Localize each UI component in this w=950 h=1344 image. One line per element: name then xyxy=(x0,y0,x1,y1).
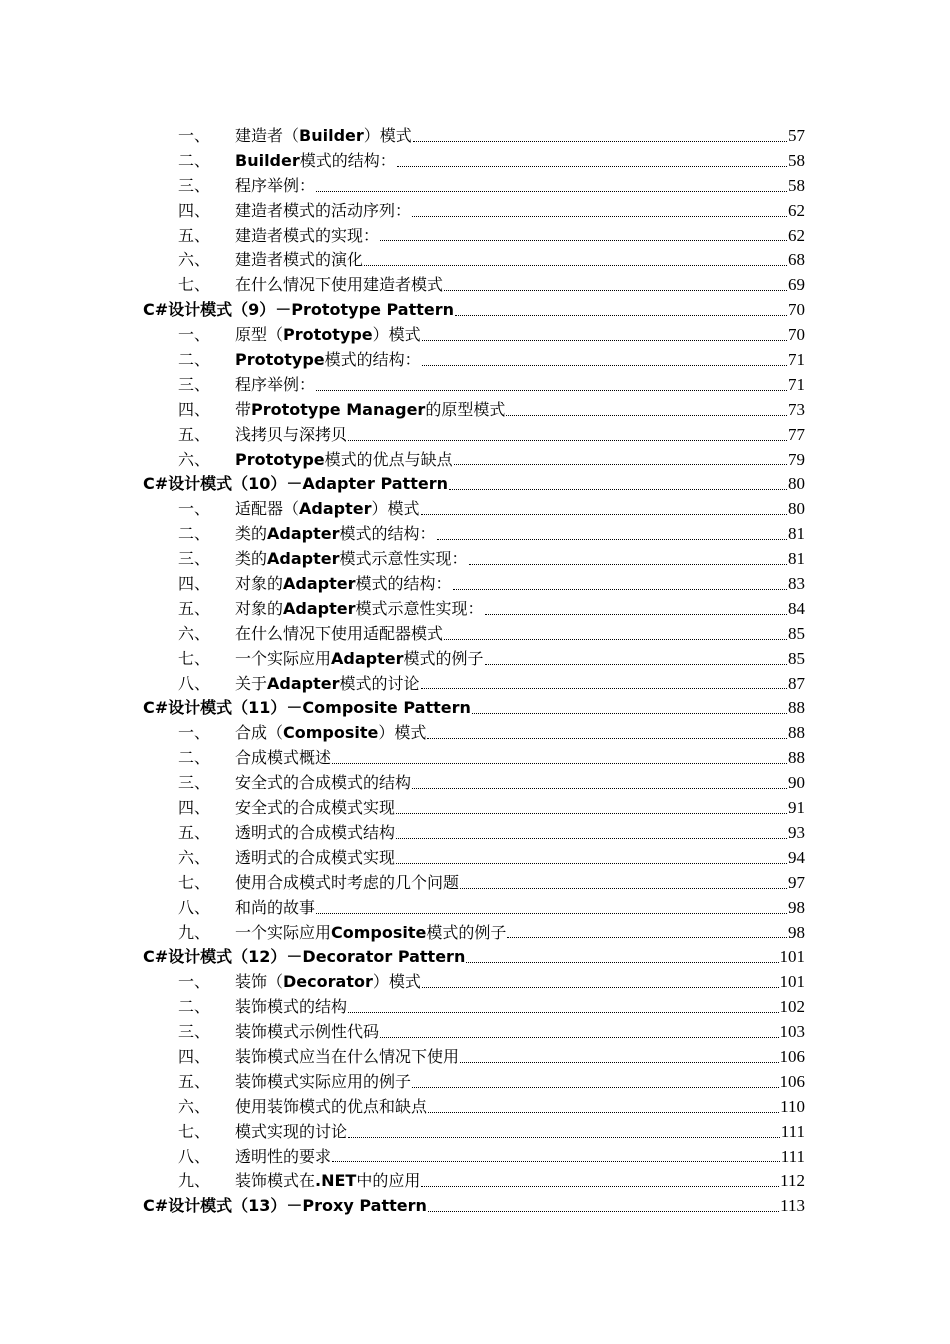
toc-entry-number: 九、 xyxy=(178,1171,211,1191)
toc-entry-title: 使用合成模式时考虑的几个问题 xyxy=(235,872,460,892)
toc-entry-title: 建造者模式的演化 xyxy=(235,250,364,270)
toc-entry-title: 建造者模式的实现： xyxy=(235,225,380,245)
toc-dot-leader xyxy=(469,563,787,565)
toc-entry-number: 三、 xyxy=(178,374,211,394)
toc-dot-leader xyxy=(454,463,787,465)
toc-entry[interactable] xyxy=(0,622,950,647)
toc-entry[interactable] xyxy=(0,896,950,921)
toc-entry-number: 六、 xyxy=(178,623,211,643)
toc-entry-title: 装饰模式应当在什么情况下使用 xyxy=(235,1046,460,1066)
toc-entry[interactable] xyxy=(0,124,950,149)
toc-entry-number: 九、 xyxy=(178,922,211,942)
toc-entry-number: 六、 xyxy=(178,1096,211,1116)
toc-entry-title: C#设计模式（10）－Adapter Pattern xyxy=(143,474,448,494)
toc-entry[interactable] xyxy=(0,995,950,1020)
toc-dot-leader xyxy=(412,215,787,217)
toc-entry-number: 四、 xyxy=(178,200,211,220)
toc-entry-number: 三、 xyxy=(178,773,211,793)
toc-entry[interactable] xyxy=(0,273,950,298)
toc-page-number: 112 xyxy=(780,1171,805,1191)
toc-entry-title: 装饰模式的结构 xyxy=(235,997,348,1017)
toc-entry-title: 使用装饰模式的优点和缺点 xyxy=(235,1096,428,1116)
toc-dot-leader xyxy=(506,414,787,416)
toc-dot-leader xyxy=(437,538,787,540)
toc-entry-number: 七、 xyxy=(178,275,211,295)
toc-entry[interactable] xyxy=(0,174,950,199)
toc-entry-title: 装饰模式示例性代码 xyxy=(235,1022,380,1042)
toc-entry-number: 五、 xyxy=(178,424,211,444)
toc-page-number: 111 xyxy=(780,1121,805,1141)
toc-entry-title: C#设计模式（9）－Prototype Pattern xyxy=(143,300,455,320)
toc-entry[interactable] xyxy=(0,224,950,249)
toc-dot-leader xyxy=(472,712,787,714)
toc-dot-leader xyxy=(421,1185,779,1187)
toc-dot-leader xyxy=(396,862,787,864)
toc-dot-leader xyxy=(316,389,787,391)
toc-entry[interactable] xyxy=(0,522,950,547)
toc-page-number: 88 xyxy=(788,723,805,743)
toc-entry-number: 一、 xyxy=(178,723,211,743)
toc-page-number: 88 xyxy=(788,698,805,718)
toc-entry[interactable] xyxy=(0,348,950,373)
toc-entry-title: 在什么情况下使用适配器模式 xyxy=(235,623,444,643)
toc-page-number: 84 xyxy=(788,598,805,618)
toc-entry-number: 一、 xyxy=(178,972,211,992)
toc-entry-title: Prototype模式的优点与缺点 xyxy=(235,449,453,469)
toc-entry-number: 二、 xyxy=(178,524,211,544)
toc-page-number: 62 xyxy=(788,225,805,245)
toc-entry-title: 关于Adapter模式的讨论 xyxy=(235,673,420,693)
toc-page-number: 81 xyxy=(788,549,805,569)
toc-entry-title: Builder模式的结构： xyxy=(235,150,396,170)
toc-dot-leader xyxy=(413,140,787,142)
toc-page-number: 57 xyxy=(788,126,805,145)
toc-page-number: 58 xyxy=(788,175,805,195)
toc-entry-number: 六、 xyxy=(178,250,211,270)
toc-entry-title: 原型（Prototype）模式 xyxy=(235,325,421,345)
toc-dot-leader xyxy=(427,737,787,739)
toc-entry[interactable] xyxy=(0,373,950,398)
toc-entry-title: 透明性的要求 xyxy=(235,1146,332,1166)
toc-page-number: 88 xyxy=(788,748,805,768)
toc-entry-title: 装饰模式在.NET中的应用 xyxy=(235,1171,421,1191)
toc-chapter-entry[interactable] xyxy=(0,1194,950,1219)
toc-page-number: 58 xyxy=(788,150,805,170)
toc-entry[interactable] xyxy=(0,572,950,597)
toc-entry[interactable] xyxy=(0,1045,950,1070)
toc-entry[interactable] xyxy=(0,672,950,697)
toc-page-number: 70 xyxy=(788,300,805,320)
toc-entry[interactable] xyxy=(0,1120,950,1145)
toc-entry-title: 透明式的合成模式结构 xyxy=(235,822,396,842)
toc-entry[interactable] xyxy=(0,547,950,572)
table-of-contents xyxy=(0,124,950,1219)
toc-entry-title: 合成（Composite）模式 xyxy=(235,723,427,743)
toc-entry[interactable] xyxy=(0,1070,950,1095)
toc-dot-leader xyxy=(412,1086,778,1088)
toc-page-number: 97 xyxy=(788,872,805,892)
toc-page-number: 91 xyxy=(788,798,805,818)
toc-dot-leader xyxy=(507,936,787,938)
toc-entry-title: 建造者模式的活动序列： xyxy=(235,200,412,220)
toc-dot-leader xyxy=(422,364,787,366)
toc-page-number: 98 xyxy=(788,922,805,942)
toc-page-number: 98 xyxy=(788,897,805,917)
toc-dot-leader xyxy=(348,439,787,441)
toc-page-number: 81 xyxy=(788,524,805,544)
toc-entry-number: 八、 xyxy=(178,897,211,917)
toc-entry-title: 程序举例： xyxy=(235,374,316,394)
toc-dot-leader xyxy=(422,339,787,341)
toc-entry-title: 对象的Adapter模式的结构： xyxy=(235,574,452,594)
toc-page-number: 70 xyxy=(788,325,805,345)
toc-page-number: 79 xyxy=(788,449,805,469)
toc-entry-title: 类的Adapter模式示意性实现： xyxy=(235,549,468,569)
toc-dot-leader xyxy=(397,165,787,167)
toc-entry-title: 一个实际应用Adapter模式的例子 xyxy=(235,648,484,668)
toc-entry[interactable] xyxy=(0,921,950,946)
toc-page-number: 69 xyxy=(788,275,805,295)
toc-dot-leader xyxy=(348,1136,780,1138)
toc-entry-number: 二、 xyxy=(178,997,211,1017)
toc-entry-number: 四、 xyxy=(178,574,211,594)
toc-page-number: 77 xyxy=(788,424,805,444)
toc-dot-leader xyxy=(421,687,787,689)
toc-entry-number: 七、 xyxy=(178,648,211,668)
toc-dot-leader xyxy=(455,314,787,316)
toc-entry-title: 在什么情况下使用建造者模式 xyxy=(235,275,444,295)
toc-entry[interactable] xyxy=(0,448,950,473)
toc-entry-number: 四、 xyxy=(178,1046,211,1066)
toc-entry[interactable] xyxy=(0,821,950,846)
toc-page-number: 103 xyxy=(779,1022,805,1042)
toc-entry-title: 模式实现的讨论 xyxy=(235,1121,348,1141)
toc-dot-leader xyxy=(422,986,779,988)
toc-entry[interactable] xyxy=(0,846,950,871)
toc-entry[interactable] xyxy=(0,497,950,522)
toc-entry-title: 安全式的合成模式的结构 xyxy=(235,773,412,793)
toc-entry[interactable] xyxy=(0,771,950,796)
toc-dot-leader xyxy=(364,264,787,266)
toc-entry-title: 合成模式概述 xyxy=(235,748,332,768)
toc-entry-number: 三、 xyxy=(178,175,211,195)
toc-entry[interactable] xyxy=(0,423,950,448)
toc-page-number: 62 xyxy=(788,200,805,220)
toc-page-number: 101 xyxy=(779,947,805,967)
toc-entry-title: Prototype模式的结构： xyxy=(235,350,421,370)
toc-page-number: 85 xyxy=(788,623,805,643)
toc-entry-number: 一、 xyxy=(178,499,211,519)
toc-entry-number: 二、 xyxy=(178,350,211,370)
toc-entry-title: C#设计模式（13）－Proxy Pattern xyxy=(143,1196,427,1216)
toc-page-number: 94 xyxy=(788,847,805,867)
toc-entry-title: 一个实际应用Composite模式的例子 xyxy=(235,922,507,942)
toc-dot-leader xyxy=(332,762,787,764)
toc-entry[interactable] xyxy=(0,796,950,821)
toc-entry[interactable] xyxy=(0,1095,950,1120)
toc-entry-number: 三、 xyxy=(178,549,211,569)
toc-entry-number: 八、 xyxy=(178,1146,211,1166)
toc-entry[interactable] xyxy=(0,323,950,348)
toc-dot-leader xyxy=(412,787,787,789)
toc-page-number: 73 xyxy=(788,399,805,419)
toc-entry[interactable] xyxy=(0,871,950,896)
toc-chapter-entry[interactable] xyxy=(0,472,950,497)
toc-page-number: 87 xyxy=(788,673,805,693)
toc-dot-leader xyxy=(380,239,787,241)
toc-entry-number: 七、 xyxy=(178,872,211,892)
toc-page-number: 90 xyxy=(788,773,805,793)
toc-entry-title: 装饰（Decorator）模式 xyxy=(235,972,421,992)
toc-entry-title: 带Prototype Manager的原型模式 xyxy=(235,399,506,419)
toc-entry-number: 六、 xyxy=(178,847,211,867)
toc-entry-title: 程序举例： xyxy=(235,175,316,195)
toc-entry-number: 二、 xyxy=(178,150,211,170)
toc-entry-title: 对象的Adapter模式示意性实现： xyxy=(235,598,484,618)
toc-entry-number: 一、 xyxy=(178,126,211,145)
toc-entry[interactable] xyxy=(0,1020,950,1045)
toc-page-number: 71 xyxy=(788,350,805,370)
toc-page-number: 106 xyxy=(779,1071,805,1091)
toc-dot-leader xyxy=(466,961,778,963)
toc-page-number: 93 xyxy=(788,822,805,842)
toc-entry-number: 七、 xyxy=(178,1121,211,1141)
toc-entry-number: 五、 xyxy=(178,225,211,245)
toc-page-number: 68 xyxy=(788,250,805,270)
toc-dot-leader xyxy=(421,513,787,515)
toc-page-number: 111 xyxy=(780,1146,805,1166)
toc-entry-number: 六、 xyxy=(178,449,211,469)
toc-entry-title: C#设计模式（12）－Decorator Pattern xyxy=(143,947,466,967)
toc-chapter-entry[interactable] xyxy=(0,945,950,970)
toc-page-number: 101 xyxy=(779,972,805,992)
toc-entry[interactable] xyxy=(0,597,950,622)
toc-dot-leader xyxy=(485,663,787,665)
toc-entry-number: 五、 xyxy=(178,822,211,842)
toc-entry[interactable] xyxy=(0,721,950,746)
toc-chapter-entry[interactable] xyxy=(0,696,950,721)
toc-dot-leader xyxy=(460,1061,778,1063)
toc-dot-leader xyxy=(396,812,787,814)
toc-dot-leader xyxy=(449,488,787,490)
toc-entry[interactable] xyxy=(0,248,950,273)
toc-dot-leader xyxy=(460,887,787,889)
toc-entry[interactable] xyxy=(0,970,950,995)
toc-entry-title: 和尚的故事 xyxy=(235,897,316,917)
toc-dot-leader xyxy=(444,638,787,640)
toc-entry-title: 浅拷贝与深拷贝 xyxy=(235,424,348,444)
toc-page-number: 102 xyxy=(779,997,805,1017)
toc-entry[interactable] xyxy=(0,1169,950,1194)
toc-page-number: 83 xyxy=(788,574,805,594)
toc-dot-leader xyxy=(332,1160,780,1162)
toc-dot-leader xyxy=(485,613,787,615)
toc-entry-title: C#设计模式（11）－Composite Pattern xyxy=(143,698,471,718)
toc-page-number: 113 xyxy=(780,1196,805,1216)
toc-entry-title: 安全式的合成模式实现 xyxy=(235,798,396,818)
toc-entry-number: 五、 xyxy=(178,1071,211,1091)
toc-entry[interactable] xyxy=(0,1145,950,1170)
toc-page-number: 110 xyxy=(780,1096,805,1116)
toc-entry-title: 建造者（Builder）模式 xyxy=(235,126,412,145)
toc-entry[interactable] xyxy=(0,398,950,423)
toc-dot-leader xyxy=(396,837,787,839)
toc-dot-leader xyxy=(348,1011,778,1013)
toc-entry-title: 类的Adapter模式的结构： xyxy=(235,524,436,544)
toc-dot-leader xyxy=(444,289,787,291)
toc-dot-leader xyxy=(316,912,787,914)
toc-entry-number: 四、 xyxy=(178,399,211,419)
toc-page-number: 71 xyxy=(788,374,805,394)
toc-page-number: 80 xyxy=(788,499,805,519)
toc-page-number: 80 xyxy=(788,474,805,494)
toc-entry-title: 适配器（Adapter）模式 xyxy=(235,499,420,519)
toc-page-number: 106 xyxy=(779,1046,805,1066)
toc-dot-leader xyxy=(428,1210,779,1212)
toc-entry[interactable] xyxy=(0,199,950,224)
toc-entry-title: 装饰模式实际应用的例子 xyxy=(235,1071,412,1091)
toc-entry-number: 一、 xyxy=(178,325,211,345)
toc-entry-number: 二、 xyxy=(178,748,211,768)
toc-entry-number: 八、 xyxy=(178,673,211,693)
toc-dot-leader xyxy=(316,190,787,192)
toc-entry-title: 透明式的合成模式实现 xyxy=(235,847,396,867)
toc-dot-leader xyxy=(428,1111,779,1113)
toc-dot-leader xyxy=(380,1036,778,1038)
toc-entry-number: 四、 xyxy=(178,798,211,818)
toc-entry[interactable] xyxy=(0,647,950,672)
toc-entry-number: 三、 xyxy=(178,1022,211,1042)
toc-dot-leader xyxy=(453,588,787,590)
toc-entry-number: 五、 xyxy=(178,598,211,618)
toc-entry[interactable] xyxy=(0,149,950,174)
toc-entry[interactable] xyxy=(0,746,950,771)
toc-page-number: 85 xyxy=(788,648,805,668)
toc-chapter-entry[interactable] xyxy=(0,298,950,323)
